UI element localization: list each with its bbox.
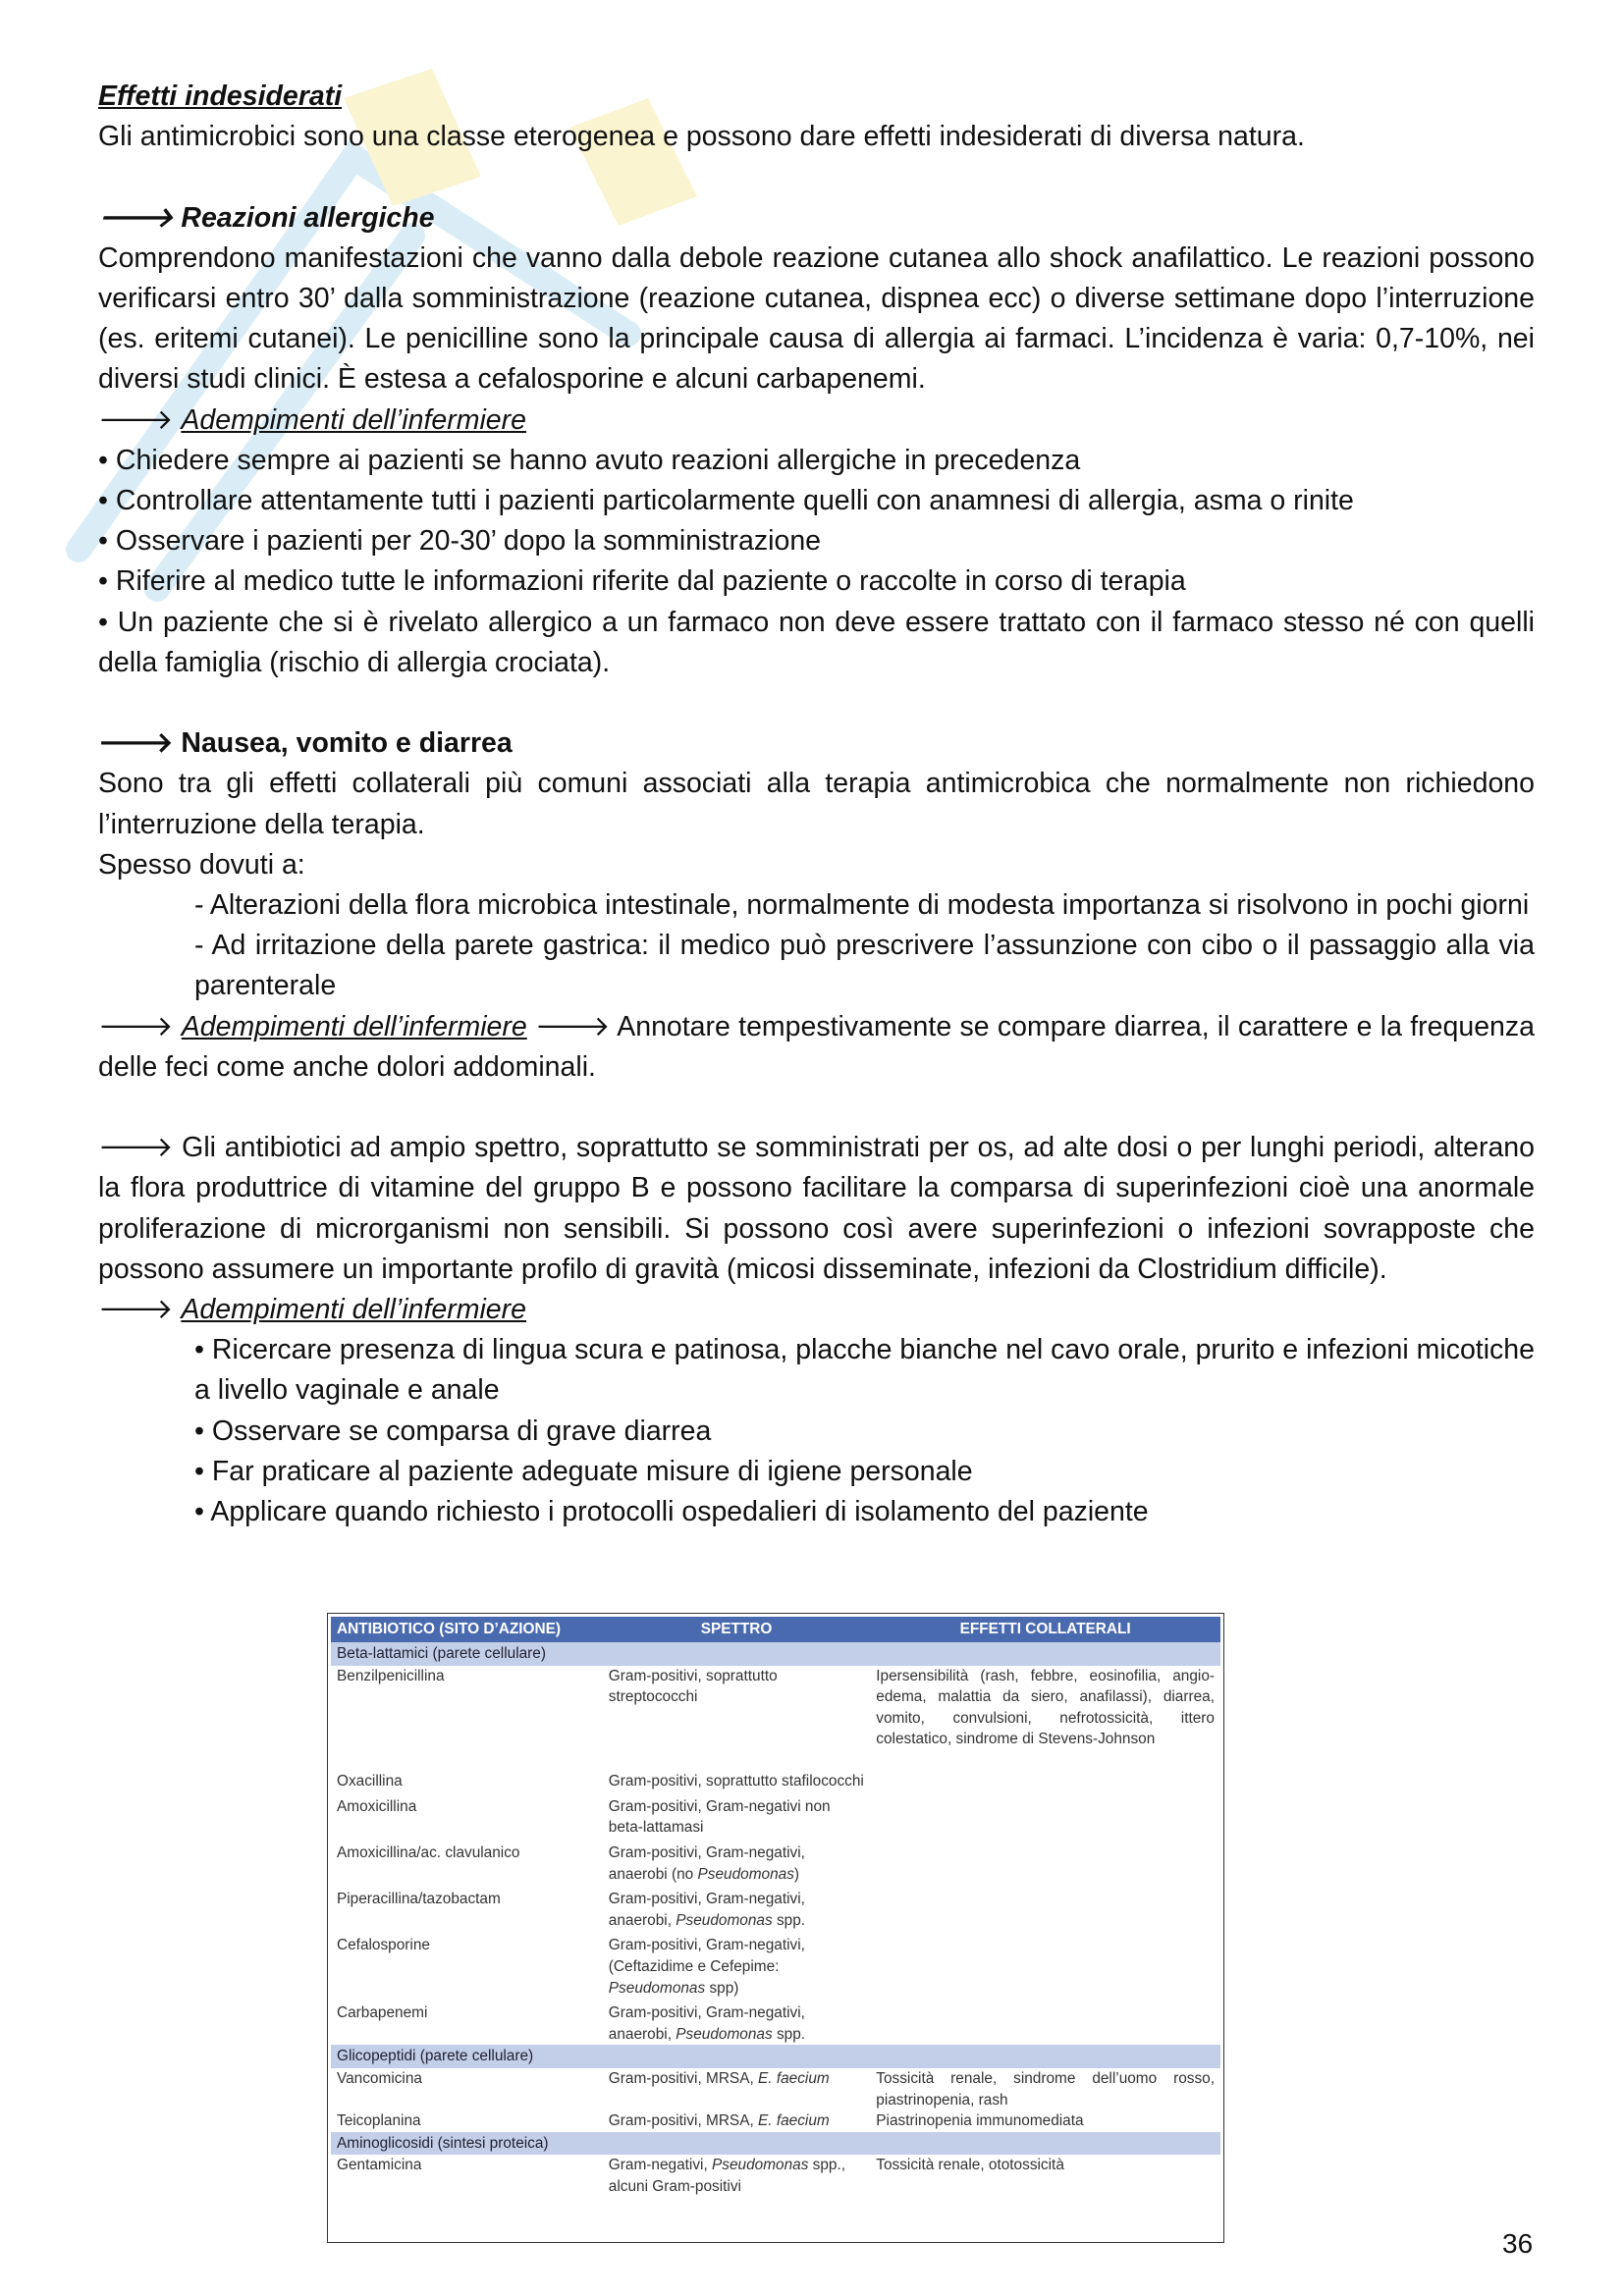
list-item: • Chiedere sempre ai pazienti se hanno avuto reazioni allergiche in precedenza [98, 444, 1081, 476]
list-item: • Ricercare presenza di lingua scura e patinosa, placche bianche nel cavo orale, prurito e infezioni micotiche a livello vaginale e anale [194, 1334, 1535, 1407]
antibiotics-table [331, 1617, 1220, 2197]
col-header-antibiotic: ANTIBIOTICO (SITO D’AZIONE) [331, 1617, 603, 1642]
section-title: Effetti indesiderati [98, 80, 343, 112]
list-item: • Osservare i pazienti per 20-30’ dopo la somministrazione [98, 525, 822, 558]
table-row: Oxacillina Gram-positivi, soprattutto stafilococchi [337, 1773, 864, 1790]
table-group-row: Beta-lattamici (parete cellulare) [331, 1642, 1220, 1666]
nurse-duties-nausea: 🡒 Adempimenti dell’infermiere 🡒 Annotare tempestivamente se compare diarrea, il carattere e la frequenza delle feci come anche dolori addominali. [98, 1010, 1535, 1083]
allergic-paragraph: Comprendono manifestazioni che vanno dalla debole reazione cutanea allo shock anafilattico. Le reazioni possono verificarsi entro 30’ dalla somministrazione (reazione cutanea, dispnea ecc) o diverse settimane dopo l’interruzione (es. eritemi cutanei). Le penicilline sono la principale causa di allergia ai farmaci. L’incidenza è varia: 0,7-10%, nei diversi studi clinici. È estesa a cefalosporine e alcuni carbapenemi. [98, 241, 1535, 396]
list-item: • Riferire al medico tutte le informazioni riferite dal paziente o raccolte in corso di terapia [98, 565, 1186, 598]
table-row: Vancomicina Gram-positivi, MRSA, E. faecium Tossicità renale, sindrome dell’uomo rosso, piastrinopenia, rash [337, 2069, 1215, 2109]
arrow-icon: 🡒 [98, 403, 174, 436]
table-row: Teicoplanina Gram-positivi, MRSA, E. faecium Piastrinopenia immunomediata [337, 2112, 1084, 2130]
arrow-icon: 🡒 [98, 1294, 174, 1326]
table-group-row: Aminoglicosidi (sintesi proteica) [331, 2132, 1220, 2156]
table-header [331, 1617, 1220, 1642]
table-row: Benzilpenicillina Gram-positivi, soprattutto streptococchi Ipersensibilità (rash, febbre, eosinofilia, angio-edema, malattia da siero, anafilassi), diarrea, vomito, convulsioni, nefrotossicità, ittero colestatico, sindrome di Stevens-Johnson [337, 1667, 1215, 1748]
list-item: - Ad irritazione della parete gastrica: il medico può prescrivere l’assunzione con cibo o il passaggio alla via parenterale [194, 930, 1535, 1002]
superinfection-paragraph: 🡒 Gli antibiotici ad ampio spettro, soprattutto se somministrati per os, ad alte dosi o per lunghi periodi, alterano la flora produttrice di vitamine del gruppo B e possono facilitare la comparsa di superinfezioni cioè una anormale proliferazione di microrganismi non sensibili. Si possono così avere superinfezioni o infezioni sovrapposte che possono assumere un importante profilo di gravità (micosi disseminate, infezioni da Clostridium difficile). [98, 1132, 1535, 1285]
nausea-paragraph: Sono tra gli effetti collaterali più comuni associati alla terapia antimicrobica che normalmente non richiedono l’interruzione della terapia. [98, 768, 1535, 840]
list-item: • Applicare quando richiesto i protocolli ospedalieri di isolamento del paziente [194, 1496, 1149, 1528]
arrow-icon: 🡒 [98, 1010, 174, 1042]
arrow-icon: 🡒 [98, 201, 174, 234]
table-row: Amoxicillina/ac. clavulanico Gram-positivi, Gram-negativi, anaerobi (no Pseudomonas) [337, 1843, 805, 1883]
col-header-spectrum: SPETTRO [603, 1617, 870, 1642]
nurse-duties-heading: 🡒 Adempimenti dell’infermiere [98, 403, 527, 436]
table-row: Gentamicina Gram-negativi, Pseudomonas spp., alcuni Gram-positivi Tossicità renale, ototossicità [337, 2157, 1064, 2195]
heading-nausea: 🡒 Nausea, vomito e diarrea [98, 727, 513, 760]
arrow-icon: 🡒 [98, 727, 174, 760]
document-page [98, 77, 1535, 1532]
page-number: 36 [1502, 2228, 1534, 2259]
antibiotics-table-figure [327, 1613, 1224, 2243]
list-item: - Alterazioni della flora microbica intestinale, normalmente di modesta importanza si risolvono in pochi giorni [194, 889, 1530, 922]
arrow-icon: 🡒 [535, 1010, 611, 1042]
due-to-label: Spesso dovuti a: [98, 848, 305, 881]
list-item: • Controllare attentamente tutti i pazienti particolarmente quelli con anamnesi di allergia, asma o rinite [98, 485, 1354, 517]
table-group-row: Glicopeptidi (parete cellulare) [331, 2045, 1220, 2068]
table-row: Cefalosporine Gram-positivi, Gram-negativi, (Ceftazidime e Cefepime: Pseudomonas spp) [337, 1937, 805, 1997]
list-item: • Far praticare al paziente adeguate misure di igiene personale [194, 1455, 973, 1487]
heading-allergic-reactions: 🡒 Reazioni allergiche [98, 201, 435, 234]
list-item: • Osservare se comparsa di grave diarrea [194, 1415, 712, 1447]
arrow-icon: 🡒 [98, 1132, 174, 1164]
table-row: Carbapenemi Gram-positivi, Gram-negativi, anaerobi, Pseudomonas spp. [337, 2004, 806, 2043]
nurse-duties-heading: 🡒 Adempimenti dell’infermiere [98, 1294, 527, 1326]
list-item: • Un paziente che si è rivelato allergico a un farmaco non deve essere trattato con il farmaco stesso né con quelli della famiglia (rischio di allergia crociata). [98, 606, 1535, 678]
col-header-effects: EFFETTI COLLATERALI [870, 1617, 1220, 1642]
intro-paragraph: Gli antimicrobici sono una classe eterogenea e possono dare effetti indesiderati di diversa natura. [98, 121, 1305, 153]
table-row: Piperacillina/tazobactam Gram-positivi, Gram-negativi, anaerobi, Pseudomonas spp. [337, 1891, 806, 1929]
table-row: Amoxicillina Gram-positivi, Gram-negativi non beta-lattamasi [337, 1797, 831, 1837]
